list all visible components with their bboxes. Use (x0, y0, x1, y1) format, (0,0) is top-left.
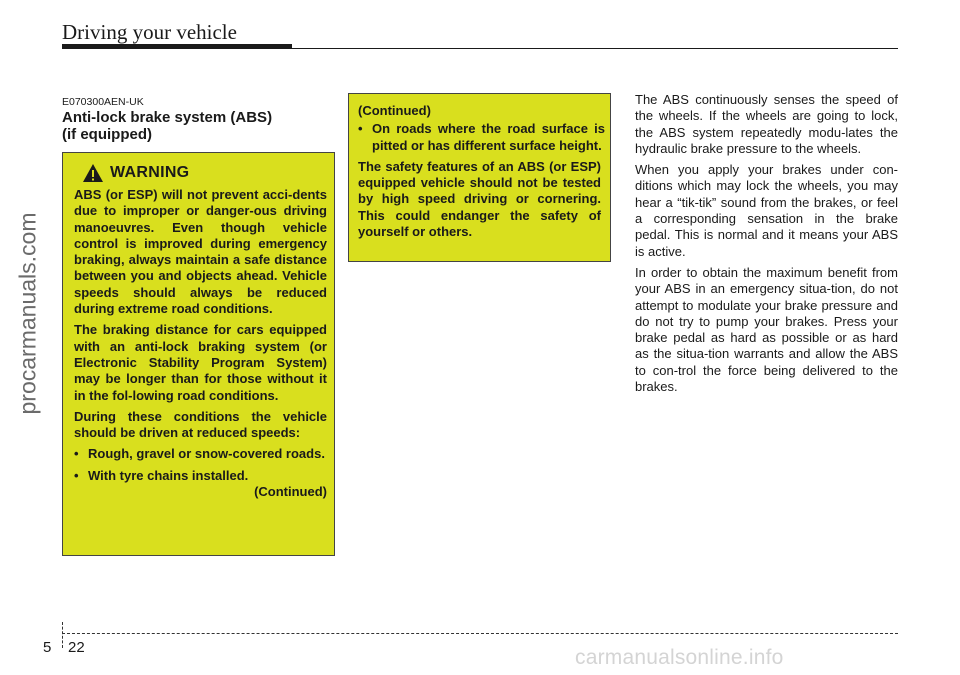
folio-divider-horizontal (62, 633, 898, 634)
folio-divider-vertical (62, 622, 63, 648)
side-watermark: procarmanuals.com (14, 212, 41, 415)
continued-heading: (Continued) (358, 103, 431, 118)
chapter-number: 5 (43, 639, 52, 656)
warning-paragraph: The braking distance for cars equipped with an anti-lock braking system (or Electronic Stability Program System) may be longer than for those without it in the fol-lowing road conditions. (74, 322, 327, 403)
continued-warning-box (348, 93, 611, 262)
body-paragraph: The ABS continuously senses the speed of the wheels. If the wheels are going to lock, the ABS system repeatedly modu-lates the hydraulic brake pressure to the wheels. (635, 92, 898, 156)
warning-triangle-icon (82, 163, 104, 183)
continued-bullet: • On roads where the road surface is pitted or has different surface height. (358, 121, 605, 154)
section-title-line-2: (if equipped) (62, 126, 152, 143)
warning-paragraph: During these conditions the vehicle should be driven at reduced speeds: (74, 408, 327, 441)
warning-bullet: • Rough, gravel or snow-covered roads. (74, 446, 327, 462)
warning-paragraph: ABS (or ESP) will not prevent acci-dents due to improper or danger-ous driving manoeuvres. Even though vehicle control is improved during emergency braking, always maintain a safe distance between you and objects ahead. Vehicle speeds should always be reduced during extreme road conditions. (74, 187, 327, 317)
header-rule (62, 48, 898, 49)
page-number: 22 (68, 639, 85, 656)
warning-header (82, 161, 327, 185)
section-code: E070300AEN-UK (62, 96, 144, 108)
warning-continued-label: (Continued) (254, 484, 327, 500)
body-paragraph: In order to obtain the maximum benefit from your ABS in an emergency situa-tion, do not attempt to modulate your brake pressure and do not try to pump your brakes. Press your brake pedal as hard as possible or as hard as the situa-tion warrants and allow the ABS to con-trol the force being delivered to the brakes. (635, 264, 898, 395)
footer-watermark: carmanualsonline.info (575, 646, 784, 669)
warning-box (62, 152, 335, 556)
section-title (62, 109, 332, 143)
body-paragraph: When you apply your brakes under con-ditions which may lock the wheels, you may hear a “tik-tik” sound from the brakes, or feel a corresponding sensation in the brake pedal. This is normal and it means your ABS is active. (635, 162, 898, 259)
section-title-line-1: Anti-lock brake system (ABS) (62, 109, 273, 126)
warning-label: WARNING (110, 164, 190, 181)
continued-paragraph: The safety features of an ABS (or ESP) equipped vehicle should not be tested by high speed driving or cornering. This could endanger the safety of yourself or others. (358, 158, 601, 240)
page-header-title: Driving your vehicle (62, 20, 237, 44)
body-text-column (635, 92, 898, 400)
warning-bullet: • With tyre chains installed. (74, 468, 327, 484)
